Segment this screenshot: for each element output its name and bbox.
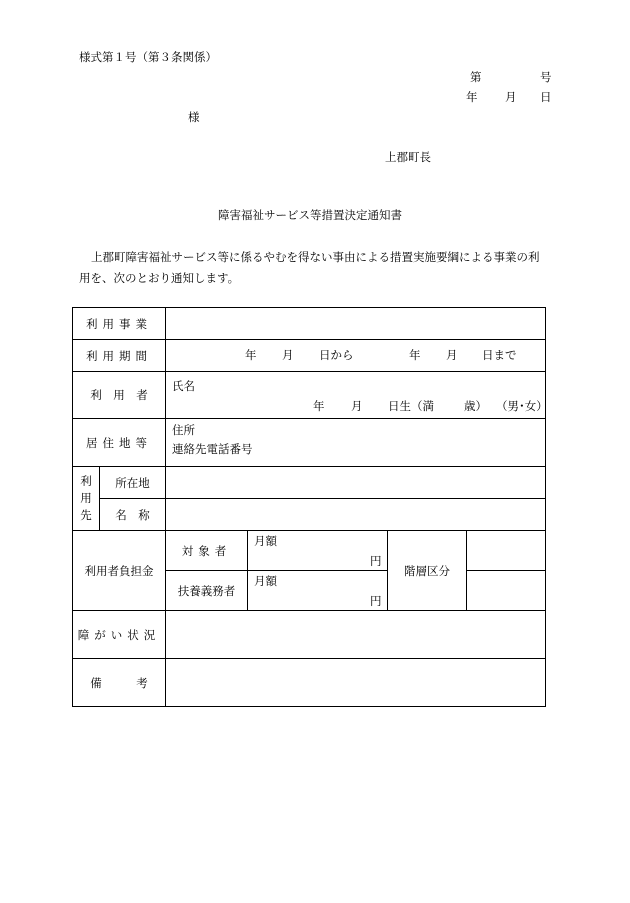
row-residence <box>73 419 546 467</box>
period-end-day: 日まで <box>482 348 517 362</box>
address-label: 住所 <box>172 423 195 437</box>
supporter-amount[interactable] <box>248 571 388 611</box>
service-label: 利用事業 <box>73 308 166 340</box>
residence-value[interactable] <box>166 419 546 467</box>
service-value[interactable] <box>166 308 546 340</box>
period-start-day: 日から <box>319 348 354 362</box>
body-text-line-1: 上郡町障害福祉サービス等に係るやむを得ない事由による措置実施要綱による事業の利 <box>91 250 540 264</box>
body-text-line-2: 用を、次のとおり通知します。 <box>79 271 240 285</box>
supporter-yen-label: 円 <box>370 594 382 608</box>
provider-label-char-2: 用 <box>80 491 92 505</box>
recipient-sama: 様 <box>188 110 200 124</box>
period-end-year: 年 <box>409 348 421 362</box>
period-label: 利用期間 <box>73 340 166 372</box>
burden-label: 利用者負担金 <box>73 531 166 611</box>
period-start-month: 月 <box>282 348 294 362</box>
period-value[interactable] <box>166 340 546 372</box>
supporter-label: 扶養義務者 <box>166 571 248 611</box>
supporter-monthly-label: 月額 <box>254 574 277 588</box>
row-disability <box>73 611 546 659</box>
row-burden-target <box>73 531 546 571</box>
provider-name-label: 名 称 <box>100 499 166 531</box>
birth-day: 日生（満 <box>388 399 434 413</box>
row-service <box>73 308 546 340</box>
row-remarks <box>73 659 546 707</box>
sex: （男･女） <box>496 399 548 413</box>
disability-label: 障がい状況 <box>73 611 166 659</box>
provider-label-char-3: 先 <box>80 508 92 522</box>
remarks-value[interactable] <box>166 659 546 707</box>
row-provider-name <box>73 499 546 531</box>
number-go: 号 <box>540 70 552 84</box>
provider-location-value[interactable] <box>166 467 546 499</box>
provider-location-label: 所在地 <box>100 467 166 499</box>
birth-month: 月 <box>351 399 363 413</box>
provider-label <box>73 467 100 531</box>
disability-value[interactable] <box>166 611 546 659</box>
name-label: 氏名 <box>172 379 195 393</box>
document-title: 障害福祉サービス等措置決定通知書 <box>218 208 402 222</box>
user-label: 利 用 者 <box>73 372 166 419</box>
provider-label-char-1: 利 <box>80 474 92 488</box>
period-start-year: 年 <box>245 348 257 362</box>
tier-value-1[interactable] <box>467 531 546 571</box>
age: 歳） <box>464 399 487 413</box>
date-day: 日 <box>540 90 552 104</box>
issuer: 上郡町長 <box>385 150 431 164</box>
number-dai: 第 <box>470 70 482 84</box>
tier-label: 階層区分 <box>388 531 467 611</box>
target-person-amount[interactable] <box>248 531 388 571</box>
target-monthly-label: 月額 <box>254 534 277 548</box>
remarks-label: 備 考 <box>73 659 166 707</box>
residence-label: 居住地等 <box>73 419 166 467</box>
form-number: 様式第１号（第３条関係） <box>79 50 217 64</box>
birth-year: 年 <box>313 399 325 413</box>
date-month: 月 <box>505 90 517 104</box>
tier-value-2[interactable] <box>467 571 546 611</box>
user-value[interactable] <box>166 372 546 419</box>
row-period <box>73 340 546 372</box>
target-yen-label: 円 <box>370 554 382 568</box>
date-year: 年 <box>466 90 478 104</box>
period-end-month: 月 <box>446 348 458 362</box>
row-user <box>73 372 546 419</box>
provider-name-value[interactable] <box>166 499 546 531</box>
phone-label: 連絡先電話番号 <box>172 442 253 456</box>
row-provider-location <box>73 467 546 499</box>
target-person-label: 対象者 <box>166 531 248 571</box>
form-table <box>72 307 546 707</box>
